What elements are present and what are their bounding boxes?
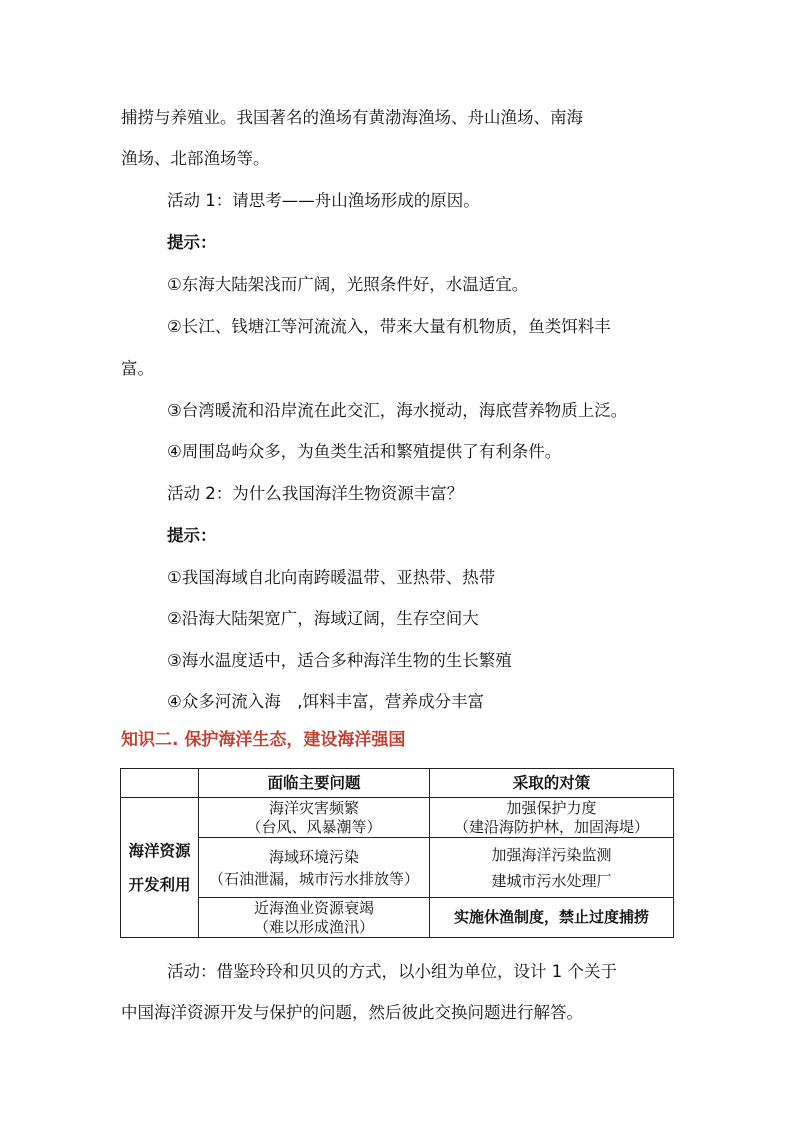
- cell-line: 建城市污水处理厂: [491, 871, 612, 890]
- cell-line: 加强海洋污染监测: [491, 845, 612, 864]
- hint-item: ①东海大陆架浅而广阔，光照条件好，水温适宜。: [167, 275, 529, 294]
- table-cell-measure: [430, 838, 674, 898]
- cell-line: （建沿海防护林，加固海堤）: [453, 817, 649, 836]
- table-header-measures: 采取的对策: [430, 769, 674, 798]
- paragraph-line: 捕捞与养殖业。我国著名的渔场有黄渤海渔场、舟山渔场、南海: [121, 108, 583, 127]
- hint-item: ④众多河流入海 ,饵料丰富，营养成分丰富: [167, 692, 485, 711]
- table-header-row: [121, 769, 674, 798]
- hint-label: 提示：: [167, 233, 217, 252]
- hint-item: ③海水温度适中，适合多种海洋生物的生长繁殖: [167, 651, 512, 670]
- cell-line: 实施休渔制度，禁止过度捕捞: [453, 908, 649, 926]
- table-header-corner: [121, 769, 199, 798]
- paragraph-line: 渔场、北部渔场等。: [121, 149, 270, 168]
- cell-line: （石油泄漏，城市污水排放等）: [208, 869, 419, 888]
- side-label-line: 海洋资源: [128, 841, 191, 860]
- cell-line: 近海渔业资源衰竭: [253, 898, 374, 917]
- section-heading: 知识二. 保护海洋生态，建设海洋强国: [121, 730, 406, 750]
- hint-item-continued: 富。: [121, 359, 154, 378]
- table-header-problems: 面临主要问题: [199, 769, 430, 798]
- hint-label: 提示：: [167, 526, 217, 545]
- activity-2-prompt: 活动 2：为什么我国海洋生物资源丰富？: [167, 484, 464, 503]
- cell-line: （台风、风暴潮等）: [246, 817, 382, 836]
- hint-item: ①我国海域自北向南跨暖温带、亚热带、热带: [167, 568, 496, 587]
- cell-line: 加强保护力度: [506, 798, 597, 817]
- table-row: [121, 838, 674, 898]
- side-label-line: 开发利用: [128, 875, 191, 894]
- hint-item: ③台湾暖流和沿岸流在此交汇，海水搅动，海底营养物质上泛。: [167, 401, 628, 420]
- table-row: [121, 798, 674, 838]
- table-side-label: [121, 798, 199, 938]
- table-row: [121, 898, 674, 938]
- table-cell-problem: [199, 898, 430, 938]
- hint-item: ②沿海大陆架宽广，海域辽阔，生存空间大: [167, 609, 479, 628]
- ocean-resources-table: [120, 768, 674, 938]
- table-cell-measure: [430, 898, 674, 938]
- closing-activity-line: 中国海洋资源开发与保护的问题，然后彼此交换问题进行解答。: [121, 1003, 583, 1022]
- table-cell-problem: [199, 838, 430, 898]
- closing-activity-line: 活动：借鉴玲玲和贝贝的方式，以小组为单位，设计 1 个关于: [167, 962, 617, 981]
- cell-line: （难以形成渔汛）: [253, 917, 374, 936]
- cell-line: 海域环境污染: [268, 847, 359, 866]
- activity-1-prompt: 活动 1：请思考——舟山渔场形成的原因。: [167, 191, 480, 210]
- hint-item: ④周围岛屿众多，为鱼类生活和繁殖提供了有利条件。: [167, 442, 562, 461]
- hint-item: ②长江、钱塘江等河流流入，带来大量有机物质，鱼类饵料丰: [167, 317, 611, 336]
- cell-line: 海洋灾害频繁: [268, 798, 359, 817]
- table-cell-measure: [430, 798, 674, 838]
- table-cell-problem: [199, 798, 430, 838]
